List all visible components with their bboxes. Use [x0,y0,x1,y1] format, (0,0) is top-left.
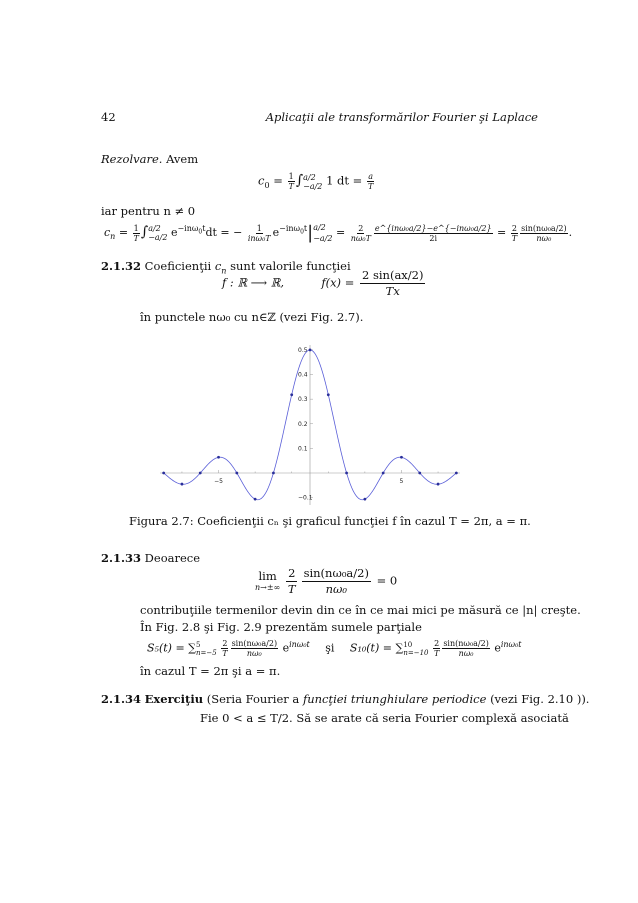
y-tick-label: 0.1 [298,445,308,453]
x-tick-label: 5 [399,478,404,485]
data-point [217,456,220,459]
x-tick-label: −5 [214,478,223,485]
data-point [162,472,165,475]
section-2-1-34: 2.1.34 Exerciţiu (Seria Fourier a funcţiei triunghiulare periodice (vezi Fig. 2.10 )). [101,692,590,706]
iar-pentru: iar pentru n ≠ 0 [101,204,196,218]
partial-sums: S₅(t) = ∑ 5 n=−5 $\frac{2}{T}$ $\frac{\text{sin(nω₀a/2)}}{\text{nω₀}}$ $e^{in\omega_0t}$ şi S₁₀(t) = ∑ 10 n=−10 $\frac{2}{T}$ $\frac{\text{sin(nω₀a/2)}}{\text{nω₀}}$ $e^{in\omega_0t}$ [147,639,522,658]
y-tick-label: 0.2 [298,420,308,428]
function-definition: f : ℝ ⟶ ℝ, f(x) = $\frac{2 \sin(ax/2)}{Tx}$ [222,268,424,298]
limit-equation: lim n→±∞ $\frac{2}{T}$ $\frac{\text{sin(nω₀a/2)}}{\text{nω₀}}$ = 0 [255,566,398,596]
y-tick-label: 0.5 [298,346,308,354]
data-point [437,483,440,486]
case-text: în cazul T = 2π şi a = π. [140,664,281,678]
data-point [455,472,458,475]
page-number: 42 [101,110,116,124]
data-point [400,456,403,459]
data-point [345,472,348,475]
chart-figure-2-7 [160,345,460,505]
resolution-text: Avem [166,152,199,166]
paragraph-figures: În Fig. 2.8 şi Fig. 2.9 prezentăm sumele parţiale [140,620,422,634]
points-text: în punctele nω₀ cu n∈ℤ (vezi Fig. 2.7). [140,310,364,324]
equation-c0: $c_0$ = $\frac{1}{T}$ ∫ a/2 −a/2 1 dt = $\frac{a}{T}$ [258,172,374,191]
data-point [382,472,385,475]
section-2-1-33: 2.1.33 Deoarece [101,551,201,565]
data-point [327,393,330,396]
data-point [181,483,184,486]
y-tick-label: −0.1 [298,494,313,502]
section-number: 2.1.32 [101,259,142,273]
data-point [418,472,421,475]
running-title: Aplicaţii ale transformărilor Fourier şi Laplace [265,110,538,124]
data-point [199,472,202,475]
resolution-intro [101,152,198,166]
section-2-1-32: 2.1.32 Coeficienţii $c_n$ sunt valorile funcţiei [101,259,351,276]
data-point [254,498,257,501]
data-point [290,393,293,396]
data-point [272,472,275,475]
equation-cn: $c_n$ = $\frac{1}{T}$ ∫ a/2 −a/2 $e^{-in\omega_0t}dt$ = − $\frac{1}{\text{inω₀T}}$ $e^{-in\omega_0t}|$ a/2 −a/2 = $\frac{2}{\text{nω₀T}}$ $\frac{\text{e\textasciicircum{}\{inω₀a/2\}−e\textasciicircum{}\{−inω₀a/2\}}}{2i}$ = $\frac{2}{T}$ $\frac{\text{sin(nω₀a/2)}}{\text{nω₀}}$ . [104,222,573,244]
exercise-line-2: Fie 0 < a ≤ T/2. Să se arate că seria Fourier complexă asociată [200,711,569,725]
data-point [309,349,312,352]
y-tick-label: 0.4 [298,371,308,379]
figure-caption: Figura 2.7: Coeficienţii cₙ şi graficul funcţiei f în cazul T = 2π, a = π. [129,514,531,528]
resolution-label: Rezolvare. [101,152,163,166]
section-number: 2.1.34 [101,692,142,706]
section-number: 2.1.33 [101,551,142,565]
paragraph-contributions: contribuţiile termenilor devin din ce în ce mai mici pe măsură ce |n| creşte. [140,603,581,617]
data-point [235,472,238,475]
data-point [363,498,366,501]
y-tick-label: 0.3 [298,396,308,404]
